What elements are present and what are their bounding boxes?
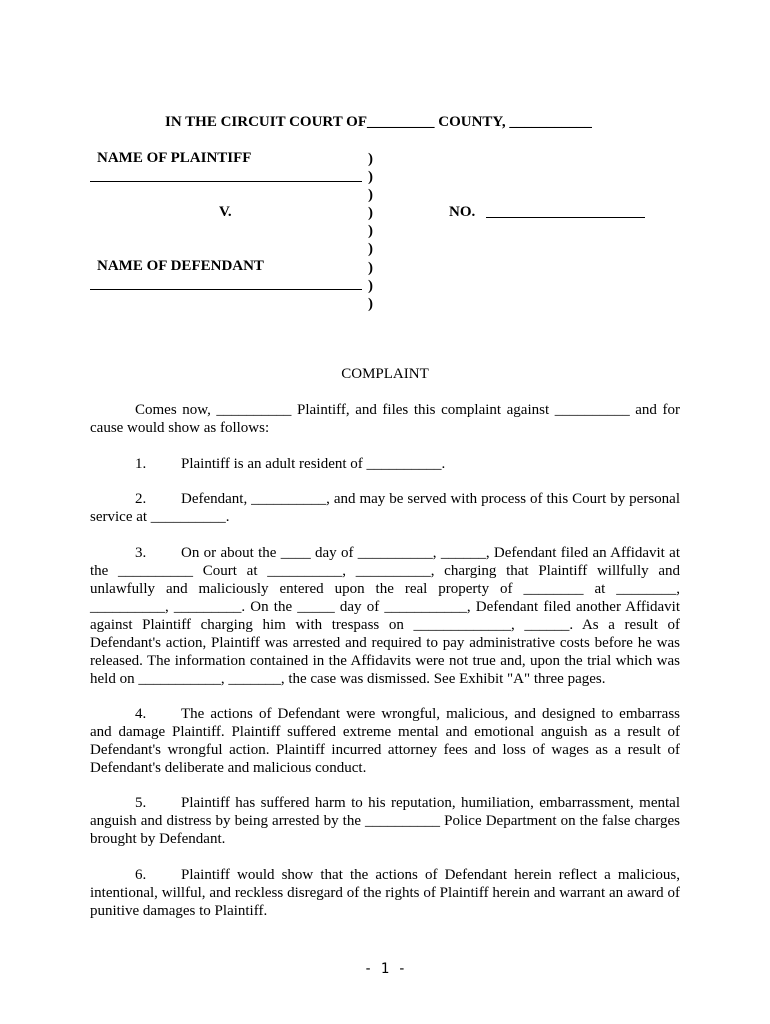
numbered-paragraph: [90, 794, 680, 848]
numbered-paragraph: [90, 705, 680, 777]
caption-paren: ): [368, 187, 373, 204]
caption-paren: ): [368, 151, 373, 167]
numbered-paragraph: [90, 455, 680, 473]
paragraph-number: 6.: [135, 867, 147, 883]
paragraph-text: Plaintiff has suffered harm to his reputation, humiliation, embarrassment, mental anguish and distress by being arrested by the __________ Police Department on the false charges brought by Defendant.: [90, 795, 680, 847]
paragraph-text: On or about the ____ day of __________, ______, Defendant filed an Affidavit at the __________ Court at __________, __________, charging that Plaintiff willfully and unlawfully and maliciously entered upon the real property of ________ at ________, __________, _________. On the _____ day of ___________, Defendant filed another Affidavit against Plaintiff charging him with trespass on _____________, ______. As a result of Defendant's action, Plaintiff was arrested and required to pay administrative costs before he was released. The information contained in the Affidavits were not true and, upon the trial which was held on ___________, _______, the case was dismissed. See Exhibit "A" three pages.: [90, 545, 680, 687]
versus-label: V.: [219, 204, 232, 220]
page-number: - 1 -: [363, 961, 407, 977]
paragraph-number: 3.: [135, 545, 147, 561]
caption-paren: ): [368, 259, 373, 276]
paragraph-number: 4.: [135, 706, 147, 722]
numbered-paragraph: [90, 544, 680, 688]
caption-parenthesis-column: [368, 150, 378, 313]
caption-paren: ): [368, 277, 373, 294]
caption-paren: ): [368, 169, 373, 186]
caption-paren: ): [368, 295, 373, 312]
case-number-label: NO.: [449, 204, 476, 220]
case-number-line: [486, 217, 645, 218]
paragraph-number: 2.: [135, 491, 147, 507]
paragraph-number: 5.: [135, 795, 147, 811]
intro-paragraph: [90, 401, 680, 437]
court-heading: IN THE CIRCUIT COURT OF_________ COUNTY, ___________: [165, 114, 592, 130]
paragraph-text: Plaintiff is an adult resident of __________.: [181, 456, 446, 472]
paragraph-text: Defendant, __________, and may be served with process of this Court by personal service at __________.: [90, 491, 680, 525]
document-title: COMPLAINT: [341, 366, 429, 382]
defendant-name-label: NAME OF DEFENDANT: [97, 258, 264, 274]
paragraph-text: The actions of Defendant were wrongful, malicious, and designed to embarrass and damage Plaintiff. Plaintiff suffered extreme mental and emotional anguish as a result of Defendant's wrongful action. Plaintiff incurred attorney fees and loss of wages as a result of Defendant's deliberate and malicious conduct.: [90, 706, 680, 776]
caption-paren: ): [368, 241, 373, 258]
paragraph-text: Plaintiff would show that the actions of Defendant herein reflect a malicious, intentional, willful, and reckless disregard of the rights of Plaintiff herein and warrant an award of punitive damages to Plaintiff.: [90, 867, 680, 919]
intro-text: Comes now, __________ Plaintiff, and files this complaint against __________ and for cause would show as follows:: [90, 402, 680, 436]
caption-paren: ): [368, 223, 373, 240]
plaintiff-name-line: [90, 181, 362, 182]
plaintiff-name-label: NAME OF PLAINTIFF: [97, 150, 252, 166]
defendant-name-line: [90, 289, 362, 290]
numbered-paragraph: [90, 490, 680, 526]
numbered-paragraph: [90, 866, 680, 920]
paragraph-number: 1.: [135, 456, 147, 472]
caption-paren: ): [368, 205, 373, 222]
